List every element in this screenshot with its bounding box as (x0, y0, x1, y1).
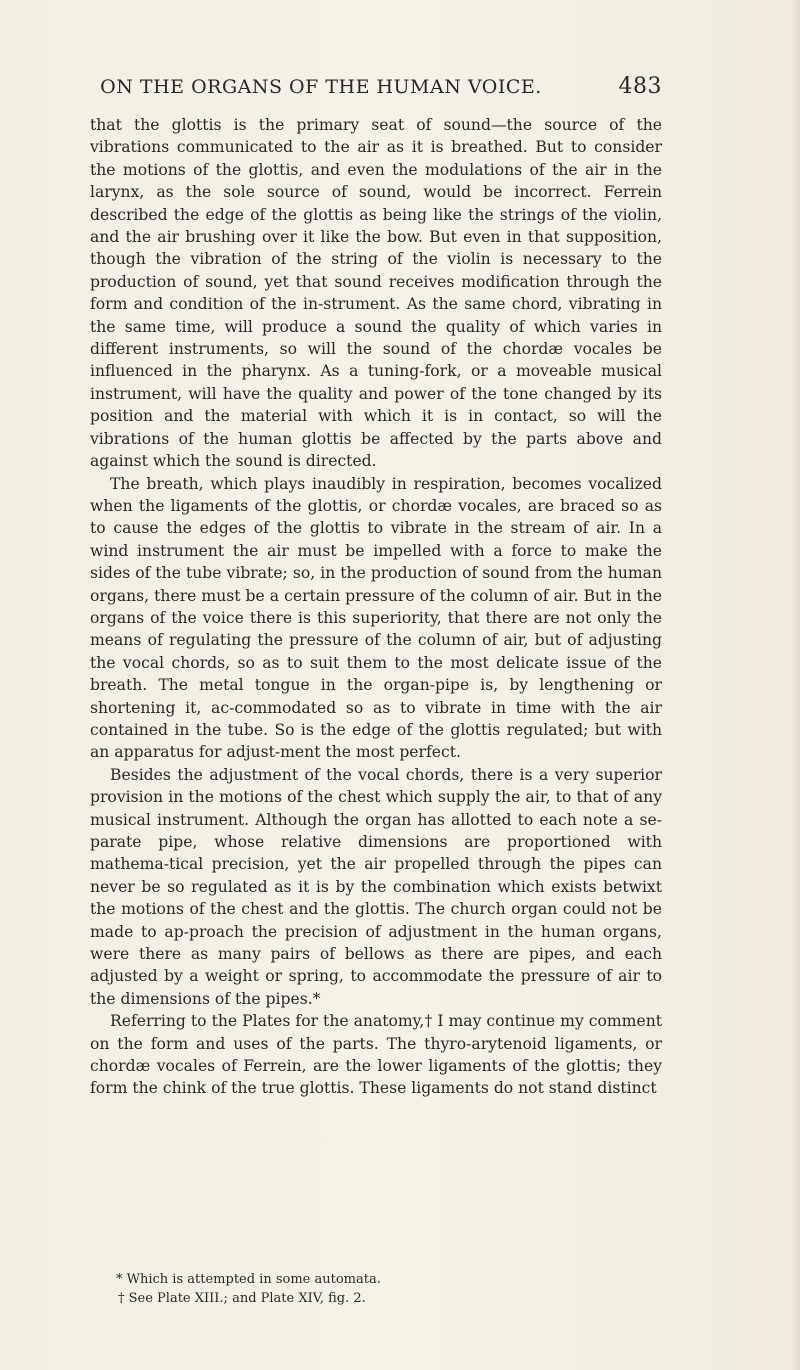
footnote-2: † See Plate XIII.; and Plate XIV, fig. 2. (118, 1291, 366, 1306)
paragraph-1: that the glottis is the primary seat of sound—the source of the vibrations communicated to the air as it is breathed. But to consider the motions of the glottis, and even the modulations of the air in the larynx, as the sole source of sound, would be incorrect. Ferrein described the edge of the glottis as being like the strings of the violin, and the air brushing over it like the bow. But even in that supposition, though the vibration of the string of the violin is necessary to the production of sound, yet that sound receives modification through the form and condition of the in-strument. As the same chord, vibrating in the same time, will produce a sound the quality of which varies in different instruments, so will the sound of the chordæ vocales be influenced in the pharynx. As a tuning-fork, or a moveable musical instrument, will have the quality and power of the tone changed by its position and the material with which it is in contact, so will the vibrations of the human glottis be affected by the parts above and against which the sound is directed. (90, 116, 662, 471)
paragraph-4: Referring to the Plates for the anatomy,† I may continue my comment on the form and uses of the parts. The thyro-arytenoid ligaments, or chordæ vocales of Ferrein, are the lower ligaments of the glottis; they form the chink of the true glottis. These ligaments do not stand distinct (90, 1012, 662, 1098)
page-edge-shadow (790, 0, 800, 1370)
footnotes (116, 1270, 656, 1308)
running-head: ON THE ORGANS OF THE HUMAN VOICE. (100, 76, 542, 98)
body-text (90, 114, 662, 1100)
paragraph-3: Besides the adjustment of the vocal chords, there is a very superior provision in the motions of the chest which supply the air, to that of any musical instrument. Although the organ has allotted to each note a se-parate pipe, whose relative dimensions are proportioned with mathema-tical precision, yet the air propelled through the pipes can never be so regulated as it is by the combination which exists betwixt the motions of the chest and the glottis. The church organ could not be made to ap-proach the precision of adjustment in the human organs, were there as many pairs of bellows as there are pipes, and each adjusted by a weight or spring, to accommodate the pressure of air to the dimensions of the pipes.* (90, 765, 662, 1008)
footnote-1: * Which is attempted in some automata. (116, 1272, 381, 1287)
paragraph-2: The breath, which plays inaudibly in respiration, becomes vocalized when the ligaments of the glottis, or chordæ vocales, are braced so as to cause the edges of the glottis to vibrate in the stream of air. In a wind instrument the air must be impelled with a force to make the sides of the tube vibrate; so, in the production of sound from the human organs, there must be a certain pressure of the column of air. But in the organs of the voice there is this superiority, that there are not only the means of regulating the pressure of the column of air, but of adjusting the vocal chords, so as to suit them to the most delicate issue of the breath. The metal tongue in the organ-pipe is, by lengthening or shortening it, ac-commodated so as to vibrate in time with the air contained in the tube. So is the edge of the glottis regulated; but with an apparatus for adjust-ment the most perfect. (90, 474, 662, 762)
page-number: 483 (618, 74, 662, 99)
